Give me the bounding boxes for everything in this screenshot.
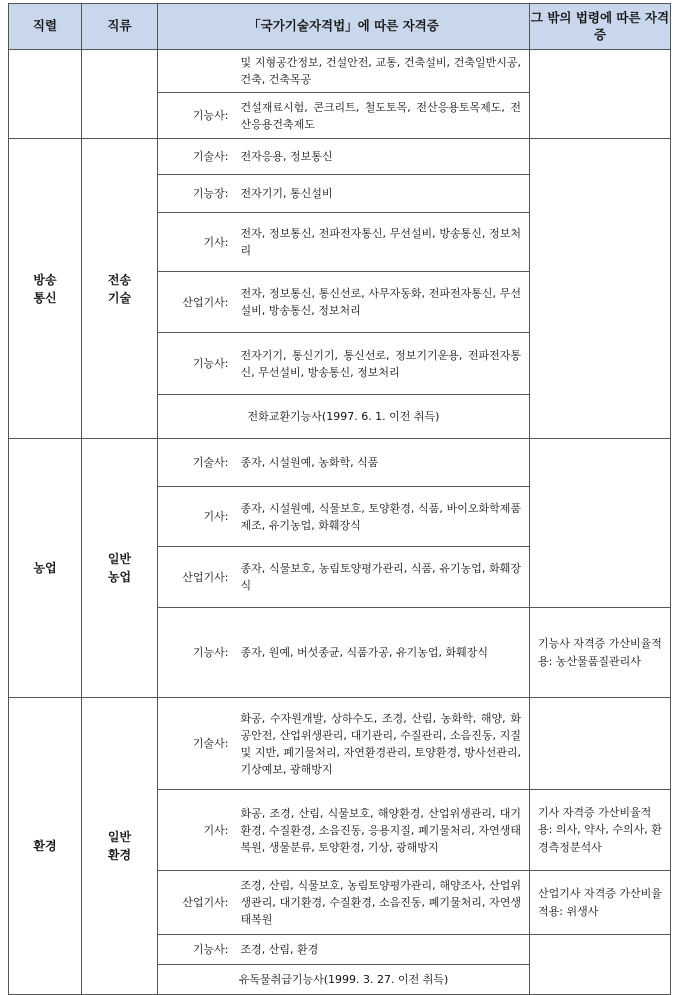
- series-broadcast: [9, 139, 82, 439]
- grade-label: 기사:: [158, 487, 237, 547]
- qualification-table: [8, 3, 671, 995]
- cert-items: 전자기기, 통신기기, 통신선로, 정보기기운용, 전파전자통신, 무선설비, 방송통신, 정보처리: [237, 333, 530, 395]
- cert-items: 전자응용, 정보통신: [237, 139, 530, 175]
- environment-note: 유독물취급기능사(1999. 3. 27. 이전 취득): [158, 965, 530, 995]
- other-cert-cell: [530, 935, 671, 995]
- cert-items: 종자, 시설원예, 농화학, 식품: [237, 439, 530, 487]
- cert-items: 전자, 정보통신, 통신선로, 사무자동화, 전파전자통신, 무선설비, 방송통신, 정보처리: [237, 272, 530, 333]
- series-label: 방송 통신: [33, 272, 57, 305]
- other-cert-cell: [530, 50, 671, 139]
- grade-label: 기능사:: [158, 93, 237, 139]
- series-label: 환경: [33, 839, 57, 854]
- category-agriculture: [82, 439, 158, 698]
- grade-label: 산업기사:: [158, 547, 237, 608]
- other-cert-cell: 기능사 자격증 가산비율적용: 농산물품질관리사: [530, 608, 671, 698]
- grade-label: 기술사:: [158, 139, 237, 175]
- series-environment: [9, 698, 82, 995]
- table-row: [9, 50, 671, 93]
- cert-items: 조경, 산림, 식물보호, 농림토양평가관리, 해양조사, 산업위생관리, 대기환경, 수질환경, 소음진동, 폐기물처리, 자연생태복원: [237, 871, 530, 935]
- series-label: 농업: [33, 561, 57, 576]
- other-cert-cell: [530, 698, 671, 790]
- category-cell-empty: [82, 50, 158, 139]
- other-cert-cell: 기사 자격증 가산비율적용: 의사, 약사, 수의사, 환경측정분석사: [530, 790, 671, 871]
- other-cert-cell: [530, 439, 671, 608]
- grade-label: 기능장:: [158, 175, 237, 213]
- cert-items: 종자, 원예, 버섯종균, 식품가공, 유기농업, 화훼장식: [237, 608, 530, 698]
- grade-label: 기술사:: [158, 439, 237, 487]
- series-agriculture: [9, 439, 82, 698]
- cert-items: 조경, 산림, 환경: [237, 935, 530, 965]
- table-row: [9, 698, 671, 790]
- grade-label: [158, 50, 237, 93]
- cert-items: 종자, 식물보호, 농림토양평가관리, 식품, 유기농업, 화훼장식: [237, 547, 530, 608]
- other-cert-cell: [530, 139, 671, 439]
- header-series: 직렬: [9, 4, 82, 50]
- grade-label: 산업기사:: [158, 272, 237, 333]
- category-label: 일반 농업: [107, 552, 132, 585]
- cert-items: 화공, 조경, 산림, 식물보호, 해양환경, 산업위생관리, 대기환경, 수질환경, 소음진동, 응용지질, 폐기물처리, 자연생태복원, 생물분류, 토양환경, 기상, 광해방지: [237, 790, 530, 871]
- other-cert-cell: 산업기사 자격증 가산비율 적용: 위생사: [530, 871, 671, 935]
- series-cell-empty: [9, 50, 82, 139]
- table-row: [9, 439, 671, 487]
- cert-items: 건설재료시험, 콘크리트, 철도토목, 전산응용토목제도, 전산응용건축제도: [237, 93, 530, 139]
- broadcast-note: 전화교환기능사(1997. 6. 1. 이전 취득): [158, 395, 530, 439]
- grade-label: 산업기사:: [158, 871, 237, 935]
- grade-label: 기사:: [158, 790, 237, 871]
- header-category: 직류: [82, 4, 158, 50]
- grade-label: 기능사:: [158, 333, 237, 395]
- cert-items: 전자기기, 통신설비: [237, 175, 530, 213]
- cert-items: 종자, 시설원예, 식물보호, 토양환경, 식품, 바이오화학제품제조, 유기농업, 화훼장식: [237, 487, 530, 547]
- grade-label: 기능사:: [158, 608, 237, 698]
- category-label: 전송 기술: [107, 272, 132, 305]
- header-other-cert: 그 밖의 법령에 따른 자격증: [530, 4, 671, 50]
- category-label: 일반 환경: [107, 830, 132, 863]
- grade-label: 기사:: [158, 213, 237, 272]
- table-header-row: [9, 4, 671, 50]
- cert-items: 전자, 정보통신, 전파전자통신, 무선설비, 방송통신, 정보처리: [237, 213, 530, 272]
- header-national-cert: 「국가기술자격법」에 따른 자격증: [158, 4, 530, 50]
- category-broadcast: [82, 139, 158, 439]
- table-row: [9, 139, 671, 175]
- cert-items: 및 지형공간정보, 건설안전, 교통, 건축설비, 건축일반시공, 건축, 건축목공: [237, 50, 530, 93]
- grade-label: 기술사:: [158, 698, 237, 790]
- category-environment: [82, 698, 158, 995]
- grade-label: 기능사:: [158, 935, 237, 965]
- cert-items: 화공, 수자원개발, 상하수도, 조경, 산림, 농화학, 해양, 화공안전, 산업위생관리, 대기관리, 수질관리, 소음진동, 지질 및 지반, 폐기물처리, 자연환경관리, 토양환경, 방사선관리, 기상예보, 광해방지: [237, 698, 530, 790]
